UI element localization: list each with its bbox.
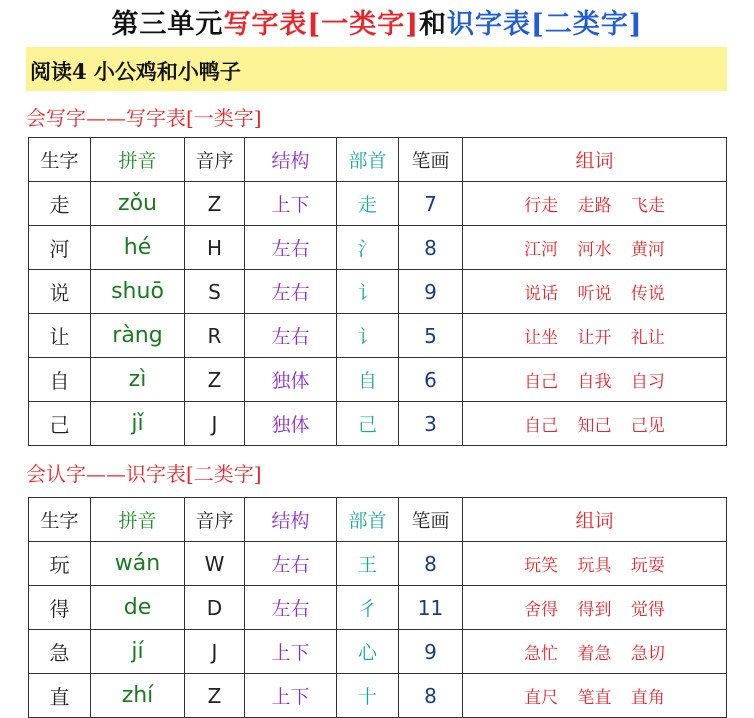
- cell-order: Z: [185, 358, 245, 402]
- cell-words: 自己 知己 己见: [463, 402, 727, 446]
- cell-pinyin: zhí: [91, 674, 185, 718]
- cell-words: 舍得 得到 觉得: [463, 586, 727, 630]
- cell-pinyin: ràng: [91, 314, 185, 358]
- cell-radical: 走: [337, 182, 399, 226]
- cell-char: 急: [29, 630, 91, 674]
- cell-order: J: [185, 630, 245, 674]
- cell-radical: 氵: [337, 226, 399, 270]
- header-pinyin: 拼音: [91, 138, 185, 182]
- cell-words: 行走 走路 飞走: [463, 182, 727, 226]
- table-row: [29, 314, 727, 358]
- cell-char: 河: [29, 226, 91, 270]
- cell-char: 走: [29, 182, 91, 226]
- lesson-title: 阅读4 小公鸡和小鸭子: [30, 59, 241, 84]
- writing-characters-table: [28, 137, 727, 446]
- cell-words: 直尺 笔直 直角: [463, 674, 727, 718]
- cell-structure: 左右: [245, 314, 337, 358]
- cell-pinyin: jí: [91, 630, 185, 674]
- cell-words: 玩笑 玩具 玩耍: [463, 542, 727, 586]
- cell-strokes: 3: [399, 402, 463, 446]
- cell-radical: 彳: [337, 586, 399, 630]
- section-recognition-heading: 会认字——识字表[二类字]: [26, 462, 262, 486]
- cell-radical: 王: [337, 542, 399, 586]
- cell-strokes: 9: [399, 630, 463, 674]
- cell-structure: 上下: [245, 630, 337, 674]
- cell-char: 己: [29, 402, 91, 446]
- table-row: [29, 402, 727, 446]
- cell-strokes: 9: [399, 270, 463, 314]
- cell-order: Z: [185, 182, 245, 226]
- cell-words: 自己 自我 自习: [463, 358, 727, 402]
- cell-order: J: [185, 402, 245, 446]
- cell-radical: 十: [337, 674, 399, 718]
- cell-structure: 左右: [245, 542, 337, 586]
- table-row: [29, 358, 727, 402]
- cell-radical: 自: [337, 358, 399, 402]
- title-unit: 第三单元: [111, 9, 224, 40]
- header-words: 组词: [463, 138, 727, 182]
- cell-structure: 上下: [245, 182, 337, 226]
- cell-words: 说话 听说 传说: [463, 270, 727, 314]
- cell-pinyin: wán: [91, 542, 185, 586]
- page-title: [0, 2, 754, 41]
- cell-radical: 讠: [337, 314, 399, 358]
- cell-pinyin: zì: [91, 358, 185, 402]
- table-row: [29, 586, 727, 630]
- cell-pinyin: shuō: [91, 270, 185, 314]
- cell-order: R: [185, 314, 245, 358]
- table-row: [29, 630, 727, 674]
- recognition-characters-table: [28, 497, 727, 718]
- header-radical: 部首: [337, 138, 399, 182]
- header-char: 生字: [29, 138, 91, 182]
- table-row: [29, 674, 727, 718]
- header-structure: 结构: [245, 138, 337, 182]
- title-and: 和: [419, 9, 447, 40]
- cell-order: S: [185, 270, 245, 314]
- header-strokes: 笔画: [399, 138, 463, 182]
- header-pinyin: 拼音: [91, 498, 185, 542]
- header-order: 音序: [185, 138, 245, 182]
- cell-words: 急忙 着急 急切: [463, 630, 727, 674]
- cell-strokes: 8: [399, 674, 463, 718]
- cell-strokes: 8: [399, 542, 463, 586]
- table-row: [29, 270, 727, 314]
- cell-structure: 左右: [245, 226, 337, 270]
- cell-char: 让: [29, 314, 91, 358]
- cell-order: W: [185, 542, 245, 586]
- cell-char: 说: [29, 270, 91, 314]
- table-header-row: [29, 138, 727, 182]
- lesson-banner: [26, 47, 727, 91]
- cell-char: 玩: [29, 542, 91, 586]
- cell-structure: 独体: [245, 358, 337, 402]
- cell-strokes: 7: [399, 182, 463, 226]
- header-strokes: 笔画: [399, 498, 463, 542]
- cell-char: 直: [29, 674, 91, 718]
- header-char: 生字: [29, 498, 91, 542]
- cell-strokes: 11: [399, 586, 463, 630]
- table-row: [29, 542, 727, 586]
- cell-char: 得: [29, 586, 91, 630]
- header-words: 组词: [463, 498, 727, 542]
- cell-strokes: 6: [399, 358, 463, 402]
- header-order: 音序: [185, 498, 245, 542]
- cell-strokes: 8: [399, 226, 463, 270]
- table-row: [29, 182, 727, 226]
- cell-order: D: [185, 586, 245, 630]
- cell-pinyin: zǒu: [91, 182, 185, 226]
- cell-pinyin: jǐ: [91, 402, 185, 446]
- cell-radical: 心: [337, 630, 399, 674]
- header-radical: 部首: [337, 498, 399, 542]
- cell-char: 自: [29, 358, 91, 402]
- header-structure: 结构: [245, 498, 337, 542]
- title-writing-table: 写字表[一类字]: [223, 9, 419, 40]
- cell-structure: 独体: [245, 402, 337, 446]
- table-row: [29, 226, 727, 270]
- cell-pinyin: de: [91, 586, 185, 630]
- cell-order: H: [185, 226, 245, 270]
- cell-structure: 左右: [245, 586, 337, 630]
- cell-structure: 左右: [245, 270, 337, 314]
- cell-order: Z: [185, 674, 245, 718]
- cell-radical: 讠: [337, 270, 399, 314]
- cell-pinyin: hé: [91, 226, 185, 270]
- cell-strokes: 5: [399, 314, 463, 358]
- cell-structure: 上下: [245, 674, 337, 718]
- cell-radical: 己: [337, 402, 399, 446]
- cell-words: 江河 河水 黄河: [463, 226, 727, 270]
- section-writing-heading: 会写字——写字表[一类字]: [26, 106, 262, 130]
- table-header-row: [29, 498, 727, 542]
- title-recognition-table: 识字表[二类字]: [447, 9, 643, 40]
- cell-words: 让坐 让开 礼让: [463, 314, 727, 358]
